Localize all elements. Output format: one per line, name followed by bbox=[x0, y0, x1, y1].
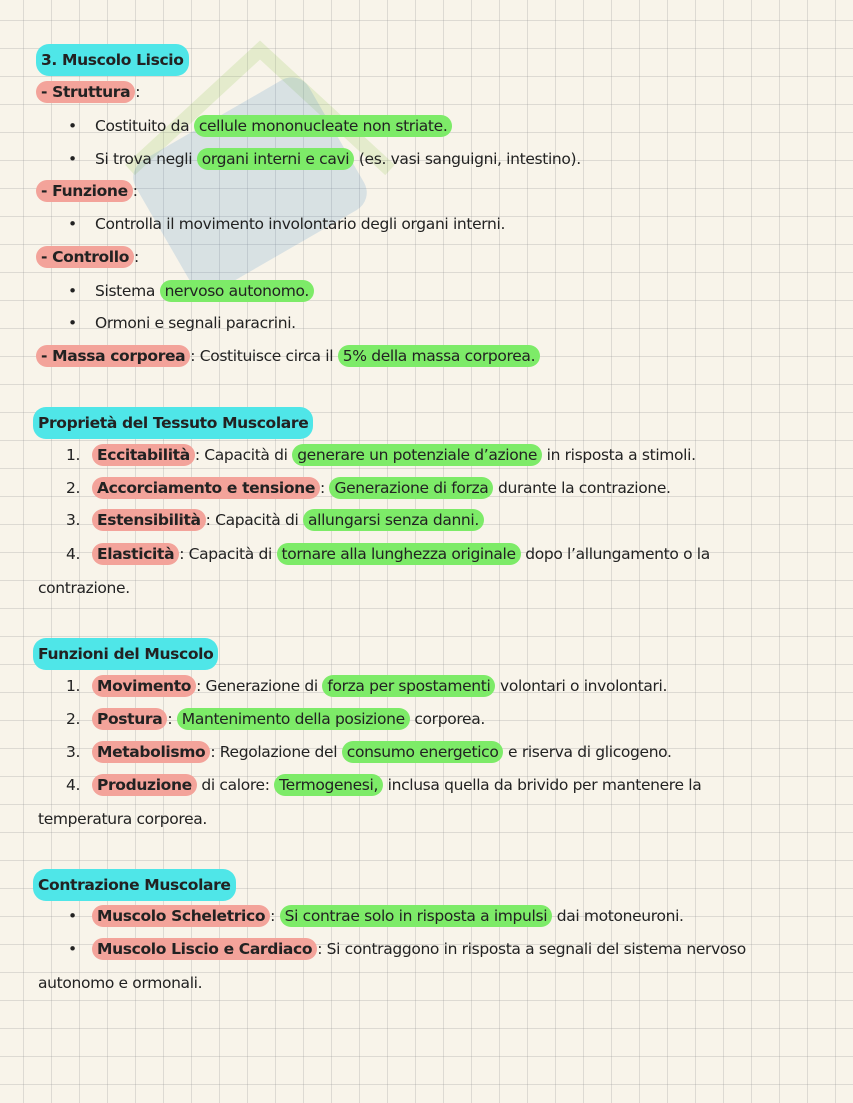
continuation-line: autonomo e ormonali. bbox=[38, 974, 203, 992]
bullet-icon: • bbox=[68, 940, 77, 958]
highlight: tornare alla lunghezza originale bbox=[277, 543, 521, 565]
numbered-item: 4. Elasticità : Capacità di tornare alla lunghezza originale dopo l’allungamento o la bbox=[0, 540, 853, 568]
numbered-item: 3. Metabolismo : Regolazione del consumo energetico e riserva di glicogeno. bbox=[0, 738, 853, 766]
section-funzioni bbox=[0, 638, 853, 666]
term: Elasticità bbox=[92, 543, 179, 565]
item-number: 4. bbox=[66, 545, 81, 563]
numbered-item: 3. Estensibilità : Capacità di allungarsi senza danni. bbox=[0, 506, 853, 534]
highlight: cellule mononucleate non striate. bbox=[194, 115, 453, 137]
list-item: • Sistema nervoso autonomo. bbox=[0, 277, 853, 305]
highlight: organi interni e cavi bbox=[197, 148, 355, 170]
highlight: Termogenesi, bbox=[274, 774, 383, 796]
bullet-icon: • bbox=[68, 150, 77, 168]
term: Metabolismo bbox=[92, 741, 210, 763]
term: Postura bbox=[92, 708, 167, 730]
item-number: 3. bbox=[66, 743, 81, 761]
highlight: nervoso autonomo. bbox=[160, 280, 314, 302]
highlight: Si contrae solo in risposta a impulsi bbox=[280, 905, 553, 927]
numbered-item: 1. Eccitabilità : Capacità di generare un potenziale d’azione in risposta a stimoli. bbox=[0, 441, 853, 469]
section-muscolo-liscio bbox=[0, 44, 853, 72]
list-item: • Costituito da cellule mononucleate non striate. bbox=[0, 112, 853, 140]
heading-controllo: - Controllo : bbox=[0, 243, 853, 271]
list-item: • Muscolo Liscio e Cardiaco : Si contraggono in risposta a segnali del sistema nervoso bbox=[0, 935, 853, 963]
label-struttura: - Struttura bbox=[36, 81, 135, 103]
section-contrazione bbox=[0, 869, 853, 897]
continuation-line: temperatura corporea. bbox=[38, 810, 208, 828]
label-controllo: - Controllo bbox=[36, 246, 134, 268]
item-number: 2. bbox=[66, 479, 81, 497]
label-funzione: - Funzione bbox=[36, 180, 133, 202]
list-item: • Muscolo Scheletrico : Si contrae solo in risposta a impulsi dai motoneuroni. bbox=[0, 902, 853, 930]
numbered-item: 1. Movimento : Generazione di forza per spostamenti volontari o involontari. bbox=[0, 672, 853, 700]
section-title: Funzioni del Muscolo bbox=[33, 638, 218, 670]
item-number: 1. bbox=[66, 446, 81, 464]
item-number: 2. bbox=[66, 710, 81, 728]
term: Accorciamento e tensione bbox=[92, 477, 320, 499]
highlight: 5% della massa corporea. bbox=[338, 345, 540, 367]
heading-massa-corporea: - Massa corporea : Costituisce circa il 5% della massa corporea. bbox=[0, 342, 853, 370]
highlight: consumo energetico bbox=[342, 741, 504, 763]
list-item: • Si trova negli organi interni e cavi (es. vasi sanguigni, intestino). bbox=[0, 145, 853, 173]
bullet-icon: • bbox=[68, 215, 77, 233]
section-title: Proprietà del Tessuto Muscolare bbox=[33, 407, 313, 439]
item-number: 3. bbox=[66, 511, 81, 529]
term: Muscolo Scheletrico bbox=[92, 905, 270, 927]
numbered-item: 2. Postura : Mantenimento della posizione corporea. bbox=[0, 705, 853, 733]
bullet-icon: • bbox=[68, 907, 77, 925]
term: Estensibilità bbox=[92, 509, 206, 531]
continuation-line: contrazione. bbox=[38, 579, 130, 597]
highlight: Generazione di forza bbox=[329, 477, 493, 499]
highlight: forza per spostamenti bbox=[322, 675, 495, 697]
highlight: allungarsi senza danni. bbox=[303, 509, 484, 531]
section-title: Contrazione Muscolare bbox=[33, 869, 236, 901]
list-item: • Controlla il movimento involontario degli organi interni. bbox=[0, 210, 853, 238]
term: Eccitabilità bbox=[92, 444, 195, 466]
section-proprieta bbox=[0, 407, 853, 435]
highlight: Mantenimento della posizione bbox=[177, 708, 410, 730]
numbered-item: 4. Produzione di calore: Termogenesi, inclusa quella da brivido per mantenere la bbox=[0, 771, 853, 799]
item-number: 4. bbox=[66, 776, 81, 794]
term: Muscolo Liscio e Cardiaco bbox=[92, 938, 317, 960]
highlight: generare un potenziale d’azione bbox=[292, 444, 542, 466]
item-number: 1. bbox=[66, 677, 81, 695]
label-massa: - Massa corporea bbox=[36, 345, 190, 367]
term: Movimento bbox=[92, 675, 196, 697]
list-item: • Ormoni e segnali paracrini. bbox=[0, 309, 853, 337]
bullet-icon: • bbox=[68, 314, 77, 332]
section-title: 3. Muscolo Liscio bbox=[36, 44, 189, 76]
bullet-icon: • bbox=[68, 282, 77, 300]
heading-struttura: - Struttura : bbox=[0, 78, 853, 106]
heading-funzione: - Funzione : bbox=[0, 177, 853, 205]
term: Produzione bbox=[92, 774, 197, 796]
numbered-item: 2. Accorciamento e tensione : Generazione di forza durante la contrazione. bbox=[0, 474, 853, 502]
bullet-icon: • bbox=[68, 117, 77, 135]
